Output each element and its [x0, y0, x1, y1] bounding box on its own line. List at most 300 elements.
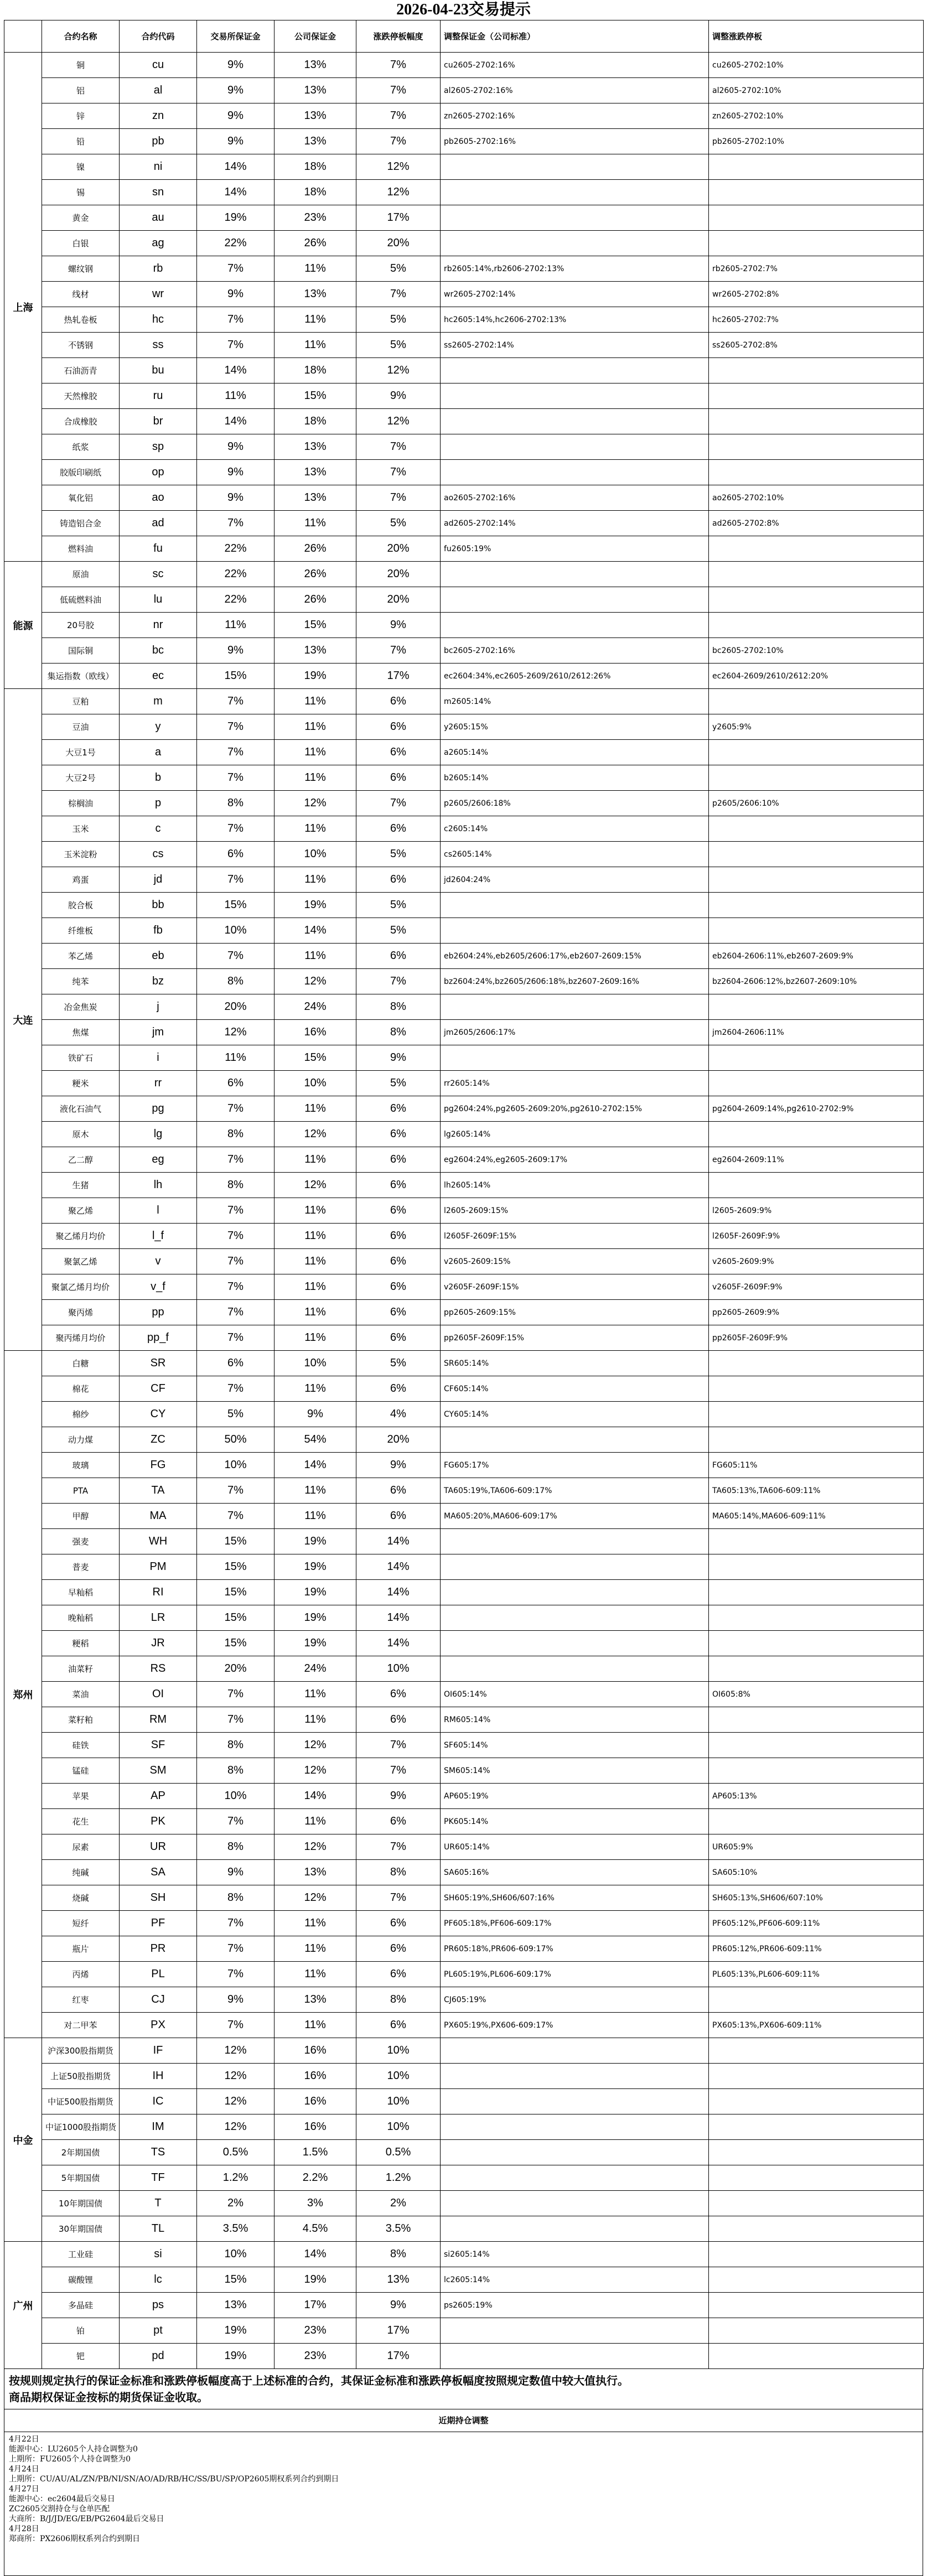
company-margin-cell: 11% — [275, 1962, 356, 1987]
adjusted-limit-cell: eg2604-2609:11% — [709, 1147, 924, 1173]
exchange-margin-cell: 9% — [197, 434, 275, 460]
contract-name-cell: 中证1000股指期货 — [42, 2114, 120, 2140]
adjusted-limit-cell: pp2605F-2609F:9% — [709, 1325, 924, 1351]
price-limit-cell: 7% — [356, 103, 441, 129]
company-margin-cell: 23% — [275, 2344, 356, 2369]
contract-code-cell: p — [120, 791, 197, 816]
adjusted-margin-cell: p2605/2606:18% — [441, 791, 709, 816]
adjusted-limit-cell — [709, 740, 924, 765]
exchange-margin-cell: 7% — [197, 714, 275, 740]
exchange-margin-cell: 7% — [197, 1096, 275, 1122]
table-row — [4, 613, 924, 638]
adjusted-margin-cell — [441, 2191, 709, 2216]
adjusted-limit-cell — [709, 1351, 924, 1376]
footnote — [4, 2369, 923, 2409]
table-row — [4, 1911, 924, 1936]
contract-code-cell: v_f — [120, 1274, 197, 1300]
price-limit-cell: 6% — [356, 1325, 441, 1351]
contract-name-cell: 花生 — [42, 1809, 120, 1834]
contract-code-cell: ao — [120, 485, 197, 511]
adjusted-limit-cell: wr2605-2702:8% — [709, 282, 924, 307]
adjusted-limit-cell — [709, 1707, 924, 1733]
table-row — [4, 816, 924, 842]
price-limit-cell: 5% — [356, 511, 441, 536]
company-margin-cell: 15% — [275, 613, 356, 638]
table-row — [4, 1020, 924, 1045]
adjusted-limit-cell: ec2604-2609/2610/2612:20% — [709, 664, 924, 689]
contract-name-cell: 玉米淀粉 — [42, 842, 120, 867]
adjusted-limit-cell — [709, 994, 924, 1020]
price-limit-cell: 14% — [356, 1554, 441, 1580]
adjusted-margin-cell: AP605:19% — [441, 1784, 709, 1809]
contract-code-cell: UR — [120, 1834, 197, 1860]
contract-name-cell: 铂 — [42, 2318, 120, 2344]
contract-name-cell: 黄金 — [42, 205, 120, 231]
adjusted-margin-cell — [441, 2064, 709, 2089]
adjusted-margin-cell: rr2605:14% — [441, 1071, 709, 1096]
adjusted-limit-cell — [709, 536, 924, 562]
price-limit-cell: 6% — [356, 1707, 441, 1733]
exchange-label: 能源 — [4, 562, 42, 689]
contract-name-cell: 豆粕 — [42, 689, 120, 714]
price-limit-cell: 3.5% — [356, 2216, 441, 2242]
contract-name-cell: 不锈钢 — [42, 333, 120, 358]
price-limit-cell: 7% — [356, 282, 441, 307]
price-limit-cell: 6% — [356, 1682, 441, 1707]
adjusted-margin-cell: jm2605/2606:17% — [441, 1020, 709, 1045]
adjusted-margin-cell: MA605:20%,MA606-609:17% — [441, 1504, 709, 1529]
adjusted-margin-cell: bz2604:24%,bz2605/2606:18%,bz2607-2609:16% — [441, 969, 709, 994]
exchange-margin-cell: 7% — [197, 1198, 275, 1224]
company-margin-cell: 16% — [275, 2089, 356, 2114]
adjusted-margin-cell: rb2605:14%,rb2606-2702:13% — [441, 256, 709, 282]
contract-code-cell: TF — [120, 2165, 197, 2191]
adjusted-limit-cell: MA605:14%,MA606-609:11% — [709, 1504, 924, 1529]
contract-code-cell: SR — [120, 1351, 197, 1376]
adjusted-margin-cell: wr2605-2702:14% — [441, 282, 709, 307]
price-limit-cell: 8% — [356, 994, 441, 1020]
exchange-margin-cell: 12% — [197, 2064, 275, 2089]
contract-name-cell: 铁矿石 — [42, 1045, 120, 1071]
contract-name-cell: 10年期国债 — [42, 2191, 120, 2216]
adjusted-margin-cell: l2605-2609:15% — [441, 1198, 709, 1224]
adjusted-margin-cell: si2605:14% — [441, 2242, 709, 2267]
contract-name-cell: 聚乙烯月均价 — [42, 1224, 120, 1249]
footnote-line: 商品期权保证金按标的期货保证金收取。 — [9, 2391, 208, 2404]
table-row — [4, 1478, 924, 1504]
company-margin-cell: 12% — [275, 791, 356, 816]
adjusted-limit-cell — [709, 1173, 924, 1198]
contract-code-cell: bu — [120, 358, 197, 383]
recent-line: 4月22日 — [9, 2435, 39, 2444]
contract-name-cell: 国际铜 — [42, 638, 120, 664]
company-margin-cell: 11% — [275, 1376, 356, 1402]
company-margin-cell: 10% — [275, 1351, 356, 1376]
margin-table — [4, 20, 924, 2369]
adjusted-limit-cell — [709, 587, 924, 613]
company-margin-cell: 19% — [275, 1529, 356, 1554]
adjusted-limit-cell — [709, 2165, 924, 2191]
company-margin-cell: 3% — [275, 2191, 356, 2216]
company-margin-cell: 11% — [275, 1936, 356, 1962]
adjusted-margin-cell: CY605:14% — [441, 1402, 709, 1427]
table-row — [4, 2064, 924, 2089]
price-limit-cell: 5% — [356, 918, 441, 944]
adjusted-limit-cell — [709, 1605, 924, 1631]
adjusted-margin-cell — [441, 231, 709, 256]
table-row — [4, 53, 924, 78]
company-margin-cell: 26% — [275, 562, 356, 587]
adjusted-limit-cell — [709, 1656, 924, 1682]
adjusted-margin-cell — [441, 2318, 709, 2344]
contract-name-cell: 甲醇 — [42, 1504, 120, 1529]
exchange-margin-cell: 15% — [197, 1580, 275, 1605]
company-margin-cell: 11% — [275, 2013, 356, 2038]
adjusted-limit-cell — [709, 2191, 924, 2216]
adjusted-limit-cell: v2605-2609:9% — [709, 1249, 924, 1274]
price-limit-cell: 7% — [356, 460, 441, 485]
exchange-margin-cell: 7% — [197, 1962, 275, 1987]
exchange-label: 上海 — [4, 53, 42, 562]
adjusted-limit-cell — [709, 383, 924, 409]
contract-code-cell: IF — [120, 2038, 197, 2064]
contract-code-cell: y — [120, 714, 197, 740]
contract-code-cell: FG — [120, 1453, 197, 1478]
contract-code-cell: IH — [120, 2064, 197, 2089]
adjusted-limit-cell — [709, 2318, 924, 2344]
exchange-margin-cell: 7% — [197, 1707, 275, 1733]
table-row — [4, 969, 924, 994]
table-row — [4, 664, 924, 689]
adjusted-limit-cell — [709, 1529, 924, 1554]
adjusted-margin-cell: cs2605:14% — [441, 842, 709, 867]
contract-name-cell: 螺纹钢 — [42, 256, 120, 282]
table-row — [4, 2216, 924, 2242]
recent-adjustments-heading: 近期持仓调整 — [4, 2409, 923, 2432]
adjusted-margin-cell: PR605:18%,PR606-609:17% — [441, 1936, 709, 1962]
contract-name-cell: 5年期国债 — [42, 2165, 120, 2191]
price-limit-cell: 5% — [356, 256, 441, 282]
exchange-margin-cell: 7% — [197, 1376, 275, 1402]
adjusted-limit-cell: rb2605-2702:7% — [709, 256, 924, 282]
table-row — [4, 867, 924, 893]
exchange-margin-cell: 6% — [197, 1351, 275, 1376]
adjusted-margin-cell — [441, 180, 709, 205]
contract-code-cell: JR — [120, 1631, 197, 1656]
exchange-margin-cell: 7% — [197, 307, 275, 333]
table-row — [4, 2089, 924, 2114]
exchange-margin-cell: 6% — [197, 842, 275, 867]
adjusted-margin-cell — [441, 613, 709, 638]
company-margin-cell: 18% — [275, 180, 356, 205]
price-limit-cell: 7% — [356, 53, 441, 78]
price-limit-cell: 13% — [356, 2267, 441, 2293]
contract-code-cell: zn — [120, 103, 197, 129]
adjusted-limit-cell — [709, 1402, 924, 1427]
adjusted-limit-cell: jm2604-2606:11% — [709, 1020, 924, 1045]
exchange-margin-cell: 15% — [197, 1605, 275, 1631]
contract-code-cell: nr — [120, 613, 197, 638]
exchange-margin-cell: 19% — [197, 2318, 275, 2344]
contract-code-cell: PF — [120, 1911, 197, 1936]
company-margin-cell: 11% — [275, 1911, 356, 1936]
exchange-margin-cell: 7% — [197, 256, 275, 282]
price-limit-cell: 7% — [356, 1885, 441, 1911]
header-exchange — [4, 20, 42, 53]
table-row — [4, 765, 924, 791]
contract-name-cell: 乙二醇 — [42, 1147, 120, 1173]
price-limit-cell: 5% — [356, 1071, 441, 1096]
adjusted-margin-cell: m2605:14% — [441, 689, 709, 714]
contract-code-cell: rb — [120, 256, 197, 282]
company-margin-cell: 11% — [275, 765, 356, 791]
adjusted-limit-cell — [709, 867, 924, 893]
company-margin-cell: 9% — [275, 1402, 356, 1427]
adjusted-margin-cell — [441, 358, 709, 383]
contract-name-cell: 聚氯乙烯 — [42, 1249, 120, 1274]
exchange-margin-cell: 7% — [197, 1504, 275, 1529]
adjusted-limit-cell — [709, 562, 924, 587]
contract-name-cell: 白糖 — [42, 1351, 120, 1376]
header-contract-code: 合约代码 — [120, 20, 197, 53]
adjusted-margin-cell: CJ605:19% — [441, 1987, 709, 2013]
table-row — [4, 1758, 924, 1784]
exchange-margin-cell: 7% — [197, 2013, 275, 2038]
contract-code-cell: RM — [120, 1707, 197, 1733]
contract-name-cell: 镍 — [42, 154, 120, 180]
contract-name-cell: 纸浆 — [42, 434, 120, 460]
exchange-margin-cell: 7% — [197, 765, 275, 791]
table-row — [4, 78, 924, 103]
price-limit-cell: 2% — [356, 2191, 441, 2216]
adjusted-margin-cell — [441, 1045, 709, 1071]
adjusted-limit-cell — [709, 1045, 924, 1071]
company-margin-cell: 26% — [275, 231, 356, 256]
price-limit-cell: 6% — [356, 867, 441, 893]
contract-name-cell: 菜油 — [42, 1682, 120, 1707]
contract-code-cell: fu — [120, 536, 197, 562]
adjusted-margin-cell: ec2604:34%,ec2605-2609/2610/2612:26% — [441, 664, 709, 689]
contract-code-cell: T — [120, 2191, 197, 2216]
contract-name-cell: 聚氯乙烯月均价 — [42, 1274, 120, 1300]
contract-code-cell: jm — [120, 1020, 197, 1045]
company-margin-cell: 17% — [275, 2293, 356, 2318]
table-row — [4, 2038, 924, 2064]
exchange-margin-cell: 10% — [197, 1784, 275, 1809]
adjusted-limit-cell — [709, 842, 924, 867]
company-margin-cell: 13% — [275, 485, 356, 511]
price-limit-cell: 5% — [356, 333, 441, 358]
price-limit-cell: 10% — [356, 2114, 441, 2140]
price-limit-cell: 9% — [356, 613, 441, 638]
contract-code-cell: jd — [120, 867, 197, 893]
company-margin-cell: 11% — [275, 1224, 356, 1249]
table-row — [4, 1351, 924, 1376]
adjusted-margin-cell: pg2604:24%,pg2605-2609:20%,pg2610-2702:15% — [441, 1096, 709, 1122]
contract-name-cell: 锡 — [42, 180, 120, 205]
price-limit-cell: 17% — [356, 205, 441, 231]
adjusted-limit-cell — [709, 2216, 924, 2242]
contract-name-cell: 原油 — [42, 562, 120, 587]
table-row — [4, 1682, 924, 1707]
adjusted-margin-cell — [441, 434, 709, 460]
adjusted-limit-cell: ao2605-2702:10% — [709, 485, 924, 511]
adjusted-margin-cell — [441, 587, 709, 613]
adjusted-margin-cell: PF605:18%,PF606-609:17% — [441, 1911, 709, 1936]
contract-code-cell: SM — [120, 1758, 197, 1784]
contract-name-cell: 中证500股指期货 — [42, 2089, 120, 2114]
contract-name-cell: 冶金焦炭 — [42, 994, 120, 1020]
exchange-margin-cell: 7% — [197, 816, 275, 842]
adjusted-margin-cell: b2605:14% — [441, 765, 709, 791]
company-margin-cell: 12% — [275, 1173, 356, 1198]
adjusted-margin-cell — [441, 918, 709, 944]
exchange-margin-cell: 7% — [197, 1224, 275, 1249]
table-row — [4, 1224, 924, 1249]
contract-name-cell: 上证50股指期货 — [42, 2064, 120, 2089]
exchange-margin-cell: 50% — [197, 1427, 275, 1453]
table-row — [4, 103, 924, 129]
contract-code-cell: TA — [120, 1478, 197, 1504]
adjusted-limit-cell — [709, 765, 924, 791]
table-row — [4, 256, 924, 282]
adjusted-margin-cell: PK605:14% — [441, 1809, 709, 1834]
adjusted-limit-cell — [709, 1554, 924, 1580]
company-margin-cell: 24% — [275, 1656, 356, 1682]
adjusted-margin-cell — [441, 2140, 709, 2165]
table-row — [4, 944, 924, 969]
contract-code-cell: j — [120, 994, 197, 1020]
company-margin-cell: 11% — [275, 714, 356, 740]
adjusted-margin-cell — [441, 2216, 709, 2242]
price-limit-cell: 14% — [356, 1580, 441, 1605]
company-margin-cell: 16% — [275, 2064, 356, 2089]
table-row — [4, 562, 924, 587]
contract-name-cell: 20号胶 — [42, 613, 120, 638]
adjusted-margin-cell — [441, 1554, 709, 1580]
exchange-margin-cell: 9% — [197, 1987, 275, 2013]
price-limit-cell: 6% — [356, 689, 441, 714]
price-limit-cell: 8% — [356, 1860, 441, 1885]
company-margin-cell: 26% — [275, 587, 356, 613]
exchange-margin-cell: 3.5% — [197, 2216, 275, 2242]
adjusted-margin-cell — [441, 2114, 709, 2140]
contract-code-cell: al — [120, 78, 197, 103]
adjusted-limit-cell — [709, 689, 924, 714]
contract-code-cell: PK — [120, 1809, 197, 1834]
table-row — [4, 2114, 924, 2140]
table-row — [4, 1656, 924, 1682]
adjusted-limit-cell — [709, 816, 924, 842]
exchange-margin-cell: 7% — [197, 333, 275, 358]
price-limit-cell: 7% — [356, 129, 441, 154]
table-row — [4, 1784, 924, 1809]
adjusted-limit-cell: cu2605-2702:10% — [709, 53, 924, 78]
adjusted-limit-cell: bc2605-2702:10% — [709, 638, 924, 664]
recent-line: 能源中心：ec2604最后交易日 — [9, 2495, 115, 2504]
contract-name-cell: 鸡蛋 — [42, 867, 120, 893]
contract-code-cell: RI — [120, 1580, 197, 1605]
contract-name-cell: 尿素 — [42, 1834, 120, 1860]
adjusted-limit-cell: p2605/2606:10% — [709, 791, 924, 816]
contract-code-cell: IM — [120, 2114, 197, 2140]
adjusted-limit-cell: pb2605-2702:10% — [709, 129, 924, 154]
adjusted-limit-cell — [709, 1631, 924, 1656]
exchange-margin-cell: 7% — [197, 867, 275, 893]
company-margin-cell: 11% — [275, 307, 356, 333]
exchange-margin-cell: 20% — [197, 1656, 275, 1682]
table-row — [4, 1936, 924, 1962]
company-margin-cell: 19% — [275, 1554, 356, 1580]
contract-name-cell: 棉纱 — [42, 1402, 120, 1427]
adjusted-margin-cell — [441, 1605, 709, 1631]
table-row — [4, 1147, 924, 1173]
price-limit-cell: 6% — [356, 1122, 441, 1147]
adjusted-margin-cell — [441, 562, 709, 587]
company-margin-cell: 11% — [275, 1274, 356, 1300]
table-row — [4, 2165, 924, 2191]
table-row — [4, 1173, 924, 1198]
adjusted-margin-cell: PX605:19%,PX606-609:17% — [441, 2013, 709, 2038]
price-limit-cell: 7% — [356, 969, 441, 994]
table-row — [4, 994, 924, 1020]
company-margin-cell: 12% — [275, 969, 356, 994]
contract-name-cell: 线材 — [42, 282, 120, 307]
price-limit-cell: 14% — [356, 1605, 441, 1631]
table-row — [4, 383, 924, 409]
contract-code-cell: m — [120, 689, 197, 714]
exchange-margin-cell: 8% — [197, 1885, 275, 1911]
adjusted-margin-cell — [441, 994, 709, 1020]
contract-code-cell: PL — [120, 1962, 197, 1987]
adjusted-margin-cell: ss2605-2702:14% — [441, 333, 709, 358]
table-row — [4, 282, 924, 307]
exchange-margin-cell: 8% — [197, 1122, 275, 1147]
price-limit-cell: 12% — [356, 154, 441, 180]
contract-name-cell: 锰硅 — [42, 1758, 120, 1784]
adjusted-margin-cell: SR605:14% — [441, 1351, 709, 1376]
contract-code-cell: bb — [120, 893, 197, 918]
adjusted-margin-cell — [441, 1529, 709, 1554]
company-margin-cell: 13% — [275, 103, 356, 129]
exchange-margin-cell: 7% — [197, 1325, 275, 1351]
adjusted-limit-cell — [709, 1376, 924, 1402]
price-limit-cell: 7% — [356, 791, 441, 816]
exchange-margin-cell: 12% — [197, 2114, 275, 2140]
adjusted-limit-cell — [709, 2267, 924, 2293]
contract-name-cell: 菜籽粕 — [42, 1707, 120, 1733]
exchange-margin-cell: 8% — [197, 1173, 275, 1198]
table-row — [4, 714, 924, 740]
adjusted-margin-cell: SM605:14% — [441, 1758, 709, 1784]
table-row — [4, 1529, 924, 1554]
contract-name-cell: 钯 — [42, 2344, 120, 2369]
table-row — [4, 180, 924, 205]
recent-adjustments-list — [4, 2432, 923, 2576]
adjusted-limit-cell — [709, 613, 924, 638]
exchange-margin-cell: 7% — [197, 740, 275, 765]
adjusted-margin-cell: PL605:19%,PL606-609:17% — [441, 1962, 709, 1987]
price-limit-cell: 5% — [356, 307, 441, 333]
contract-name-cell: 对二甲苯 — [42, 2013, 120, 2038]
table-row — [4, 1045, 924, 1071]
table-row — [4, 1707, 924, 1733]
adjusted-margin-cell: a2605:14% — [441, 740, 709, 765]
contract-code-cell: ad — [120, 511, 197, 536]
table-row — [4, 1605, 924, 1631]
table-row — [4, 205, 924, 231]
company-margin-cell: 11% — [275, 256, 356, 282]
